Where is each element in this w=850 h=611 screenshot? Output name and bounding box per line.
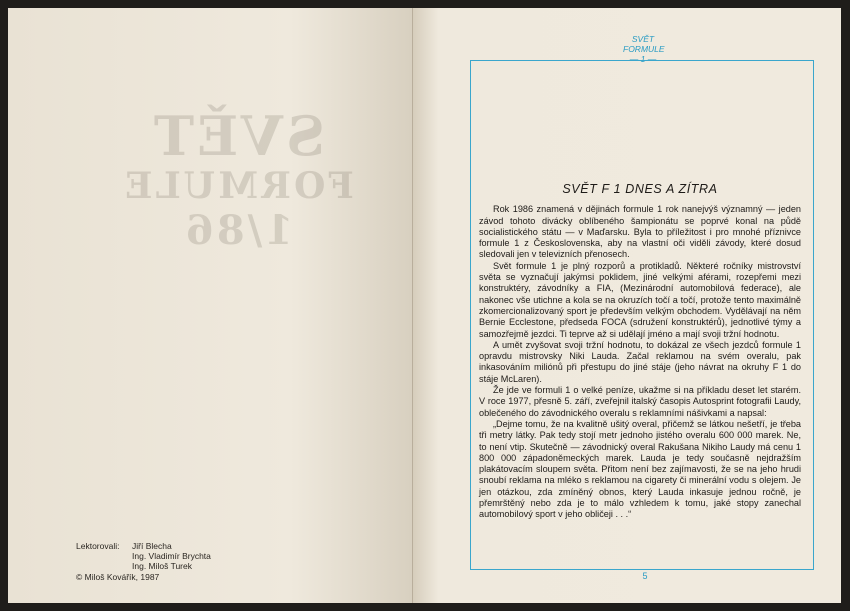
left-page — [8, 8, 413, 603]
page-number: 5 — [642, 571, 648, 581]
book-spread — [8, 8, 842, 603]
bleed-through-title — [118, 104, 358, 254]
reviewer-name: Ing. Vladimír Brychta — [132, 551, 211, 561]
article-paragraph: Rok 1986 znamená v dějinách formule 1 rok nanejvýš významný — jeden závod tohoto divácky oblíbeného šampionátu se poprvé konal na půdě socialistického státu — v Maďarsku. Byla to příležitost i pro mnohé příznivce formule 1 z Československa, aby na vlastní oči viděli závody, které dosud sledovali jen v televizních přenosech. — [479, 204, 801, 260]
running-head-line: — 1 — — [629, 54, 657, 64]
ghost-title-line: SVĚT — [150, 104, 326, 168]
ghost-title-line: FORMULE — [122, 165, 354, 207]
article — [479, 184, 801, 521]
running-head-line: FORMULE — [623, 44, 665, 54]
article-paragraph: Že jde ve formuli 1 o velké peníze, ukažme si na příkladu deset let starém. V roce 1977, přesně 5. září, zveřejnil italský časopis Autosprint fotografii Laudy, oblečeného do závodnického overalu s reklamními nášivkami a napsal: — [479, 385, 801, 418]
running-head-line: SVĚT — [631, 34, 655, 44]
article-title: SVĚT F 1 DNES A ZÍTRA — [562, 182, 718, 196]
right-page — [413, 8, 841, 603]
article-quote: „Dejme tomu, že na kvalitně ušitý overal, přičemž se látkou nešetří, je třeba tři metry látky. Pak tedy stojí metr jednoho jistého overalu 600 000 marek. Ne, to není vtip. Skutečně — závodnický overal Rakušana Nikiho Laudy má cenu 1 800 000 západoněmeckých marek. Lauda je tedy současně nejdražším plakátovacím sloupem světa. Přitom není bez zajímavosti, že se na jeho hrudi snoubí reklama na mléko s reklamou na cigarety či minerální vodu s olejem. Je jen otázkou, zda zmíněný obnos, který Lauda inkasuje jednou ročně, je přemrštěný nebo zda je to málo vzhledem k tomu, jaké stopy zanechal automobilový sport v jeho obličeji . . .“ — [479, 418, 801, 520]
reviewer-name: Jiří Blecha — [132, 541, 172, 551]
article-paragraph: Svět formule 1 je plný rozporů a protikladů. Některé ročníky mistrovství světa se vyznačují jakýmsi poklidem, jiné velkými aférami, rozepřemi mezi konstruktéry, závodníky a FIA, (Mezinárodní automobilová federace), ale nakonec vše utichne a kola se na okruzích točí a točí, protože tento maximálně zkomercionalizovaný sport je především velkým obchodem. Vydělávají na něm Bernie Ecclestone, předseda FOCA (sdružení konstruktérů), jednotlivé týmy a samozřejmě jezdci. Ti teprve až si udělají jméno a mají svoji tržní hodnotu. — [479, 260, 801, 339]
credits-label: Lektorovali: — [76, 541, 120, 551]
article-paragraph: A umět zvyšovat svoji tržní hodnotu, to dokázal ze všech jezdců formule 1 opravdu mistrovsky Niki Lauda. Začal reklamou na svém overalu, pak inkasováním miliónů při přestupu do jiné stáje (jeho návrat na okruhy F 1 do stáje McLaren). — [479, 339, 801, 384]
credits-block — [76, 541, 211, 582]
copyright-notice: © Miloš Kovářík, 1987 — [76, 572, 160, 582]
ghost-title-line: 1/86 — [182, 207, 294, 254]
reviewer-name: Ing. Miloš Turek — [132, 561, 192, 571]
